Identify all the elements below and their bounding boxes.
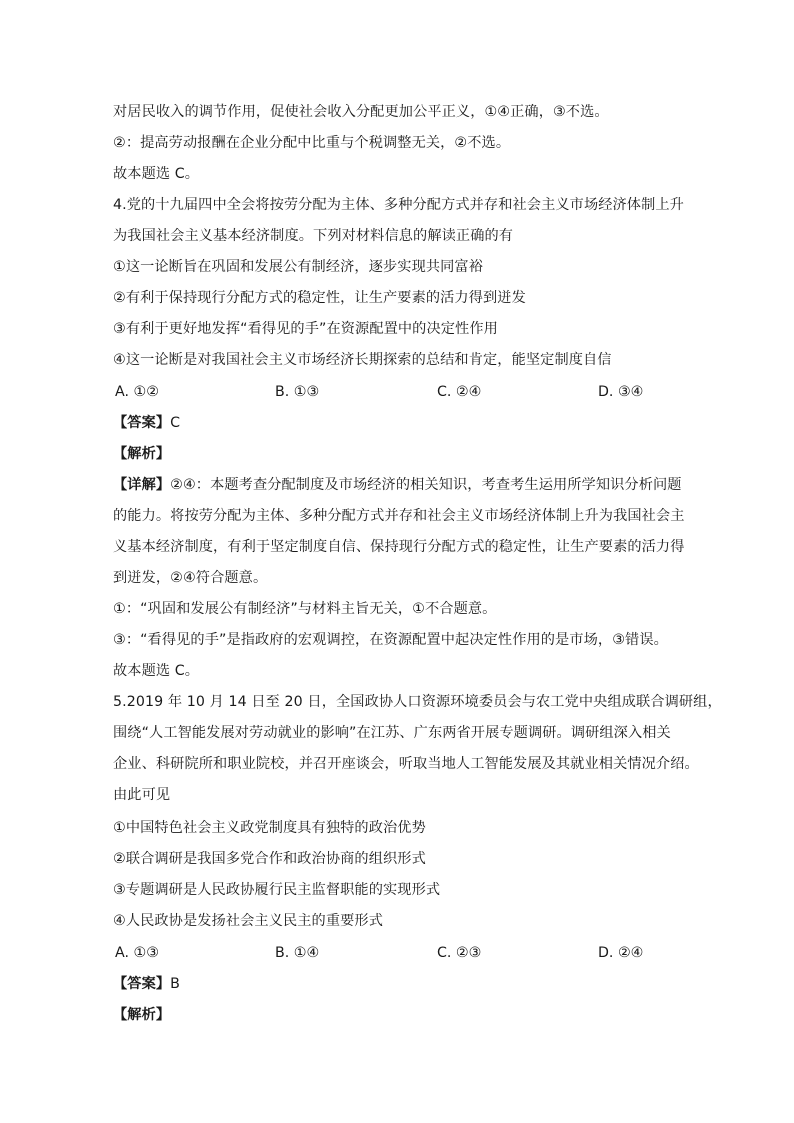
q5-option-a: A. ①③ (115, 945, 159, 961)
q4-analysis-label: 【解析】 (113, 446, 171, 462)
q5-answer-label: 【答案】 (113, 976, 171, 992)
q4-statement-1: ①这一论断旨在巩固和发展公有制经济，逐步实现共同富裕 (113, 259, 484, 275)
q3-explanation-line-2: ②：提高劳动报酬在企业分配中比重与个税调整无关，②不选。 (113, 135, 511, 151)
q4-option-c: C. ②④ (437, 384, 482, 400)
q5-answer (113, 974, 180, 994)
q5-option-d: D. ②④ (598, 945, 644, 961)
q4-statement-3: ③有利于更好地发挥“看得见的手”在资源配置中的决定性作用 (113, 321, 498, 337)
q5-stem-line-1: 5.2019 年 10 月 14 日至 20 日，全国政协人口资源环境委员会与农工党中央组成联合调研组， (113, 694, 722, 710)
q4-detail-line-5: ①：“巩固和发展公有制经济”与材料主旨无关，①不合题意。 (113, 601, 497, 617)
q4-stem-line-1: 4.党的十九届四中全会将按劳分配为主体、多种分配方式并存和社会主义市场经济体制上升 (113, 197, 684, 213)
q5-analysis-label: 【解析】 (113, 1007, 171, 1023)
q5-stem-line-4: 由此可见 (113, 787, 171, 803)
q4-detail-line-3: 义基本经济制度，有利于坚定制度自信、保持现行分配方式的稳定性，让生产要素的活力得 (113, 539, 685, 555)
q4-detail-text-1: ②④：本题考查分配制度及市场经济的相关知识，考查考生运用所学知识分析问题 (170, 477, 682, 493)
q5-statement-3: ③专题调研是人民政协履行民主监督职能的实现形式 (113, 882, 441, 898)
q4-conclusion: 故本题选 C。 (113, 663, 200, 679)
q4-option-a: A. ①② (115, 384, 159, 400)
q5-statement-1: ①中国特色社会主义政党制度具有独特的政治优势 (113, 820, 426, 836)
q5-stem-line-2: 围绕“人工智能发展对劳动就业的影响”在江苏、广东两省开展专题调研。调研组深入相关 (113, 725, 671, 741)
q4-answer-value: C (170, 415, 181, 431)
q4-stem-line-2: 为我国社会主义基本经济制度。下列对材料信息的解读正确的有 (113, 228, 514, 244)
q4-detail-line-1 (113, 475, 682, 495)
q3-conclusion: 故本题选 C。 (113, 166, 200, 182)
q4-detail-line-6: ③：“看得见的手”是指政府的宏观调控，在资源配置中起决定性作用的是市场，③错误。 (113, 632, 668, 648)
q3-explanation-line-1: 对居民收入的调节作用，促使社会收入分配更加公平正义，①④正确，③不选。 (113, 104, 609, 120)
q4-answer-label: 【答案】 (113, 415, 171, 431)
q4-detail-line-2: 的能力。将按劳分配为主体、多种分配方式并存和社会主义市场经济体制上升为我国社会主 (113, 508, 685, 524)
q4-option-d: D. ③④ (598, 384, 644, 400)
q5-stem-line-3: 企业、科研院所和职业院校，并召开座谈会，听取当地人工智能发展及其就业相关情况介绍。 (113, 756, 699, 772)
q4-answer (113, 413, 180, 433)
q4-detail-line-4: 到迸发，②④符合题意。 (113, 570, 268, 586)
q4-statement-2: ②有利于保持现行分配方式的稳定性，让生产要素的活力得到迸发 (113, 290, 526, 306)
q5-option-b: B. ①④ (275, 945, 320, 961)
q5-statement-2: ②联合调研是我国多党合作和政治协商的组织形式 (113, 851, 426, 867)
q5-statement-4: ④人民政协是发扬社会主义民主的重要形式 (113, 913, 383, 929)
q4-option-b: B. ①③ (275, 384, 320, 400)
q4-detail-label: 【详解】 (113, 477, 171, 493)
q5-option-c: C. ②③ (437, 945, 482, 961)
q5-answer-value: B (170, 976, 180, 992)
q4-statement-4: ④这一论断是对我国社会主义市场经济长期探索的总结和肯定，能坚定制度自信 (113, 352, 612, 368)
